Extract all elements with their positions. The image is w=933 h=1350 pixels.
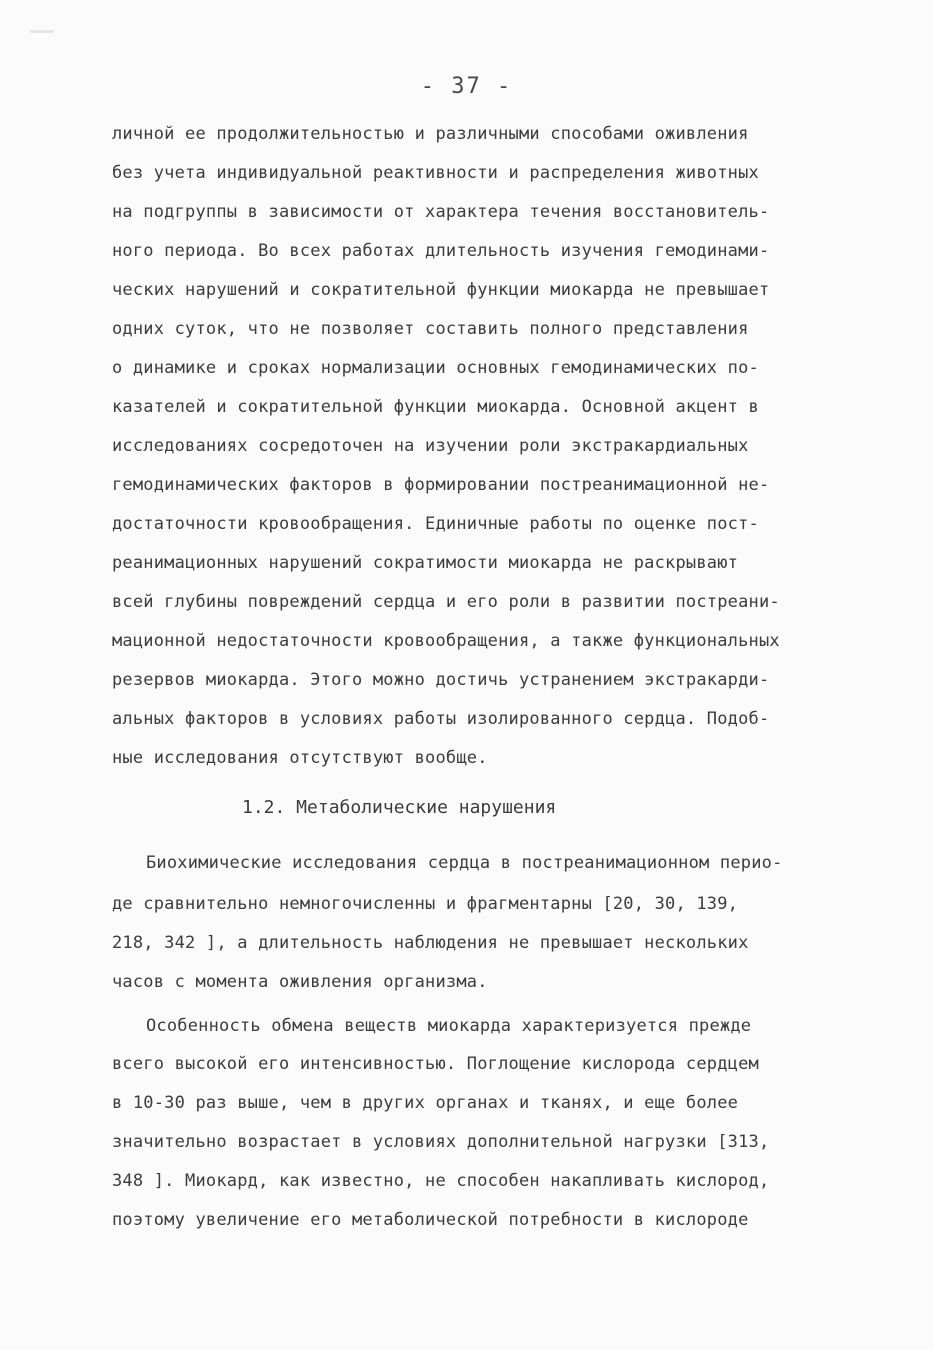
text-line: ные исследования отсутствуют вообще. bbox=[112, 748, 488, 768]
text-line: Особенность обмена веществ миокарда характеризуется прежде bbox=[146, 1016, 752, 1036]
text-line: всей глубины повреждений сердца и его роли в развитии постреани- bbox=[112, 592, 780, 612]
text-line: мационной недостаточности кровообращения, а также функциональных bbox=[112, 631, 780, 651]
text-line: де сравнительно немногочисленны и фрагментарны [20, 30, 139, bbox=[112, 894, 739, 914]
page-number: - 37 - bbox=[420, 74, 513, 99]
text-line: достаточности кровообращения. Единичные работы по оценке пост- bbox=[112, 514, 759, 534]
text-line: значительно возрастает в условиях дополнительной нагрузки [313, bbox=[112, 1132, 770, 1152]
section-heading: 1.2. Метаболические нарушения bbox=[242, 797, 557, 818]
text-line: резервов миокарда. Этого можно достичь устранением экстракарди- bbox=[112, 670, 770, 690]
text-line: реанимационных нарушений сократимости миокарда не раскрывают bbox=[112, 553, 739, 573]
text-line: на подгруппы в зависимости от характера течения восстановитель- bbox=[112, 202, 770, 222]
text-line: ческих нарушений и сократительной функции миокарда не превышает bbox=[112, 280, 770, 300]
text-line: часов с момента оживления организма. bbox=[112, 972, 488, 992]
text-line: Биохимические исследования сердца в постреанимационном перио- bbox=[146, 853, 783, 873]
text-line: гемодинамических факторов в формировании постреанимационной не- bbox=[112, 475, 770, 495]
text-line: одних суток, что не позволяет составить полного представления bbox=[112, 319, 749, 339]
text-line: всего высокой его интенсивностью. Поглощение кислорода сердцем bbox=[112, 1054, 759, 1074]
text-line: 218, 342 ], а длительность наблюдения не превышает нескольких bbox=[112, 933, 749, 953]
text-line: без учета индивидуальной реактивности и распределения животных bbox=[112, 163, 759, 183]
text-line: в 10-30 раз выше, чем в других органах и тканях, и еще более bbox=[112, 1093, 739, 1113]
scan-corner-mark bbox=[30, 30, 54, 33]
text-line: альных факторов в условиях работы изолированного сердца. Подоб- bbox=[112, 709, 770, 729]
text-line: личной ее продолжительностью и различными способами оживления bbox=[112, 124, 749, 144]
text-line: казателей и сократительной функции миокарда. Основной акцент в bbox=[112, 397, 759, 417]
text-line: ного периода. Во всех работах длительность изучения гемодинами- bbox=[112, 241, 770, 261]
text-line: исследованиях сосредоточен на изучении роли экстракардиальных bbox=[112, 436, 749, 456]
text-line: о динамике и сроках нормализации основных гемодинамических по- bbox=[112, 358, 759, 378]
text-line: поэтому увеличение его метаболической потребности в кислороде bbox=[112, 1210, 749, 1230]
text-line: 348 ]. Миокард, как известно, не способен накапливать кислород, bbox=[112, 1171, 770, 1191]
